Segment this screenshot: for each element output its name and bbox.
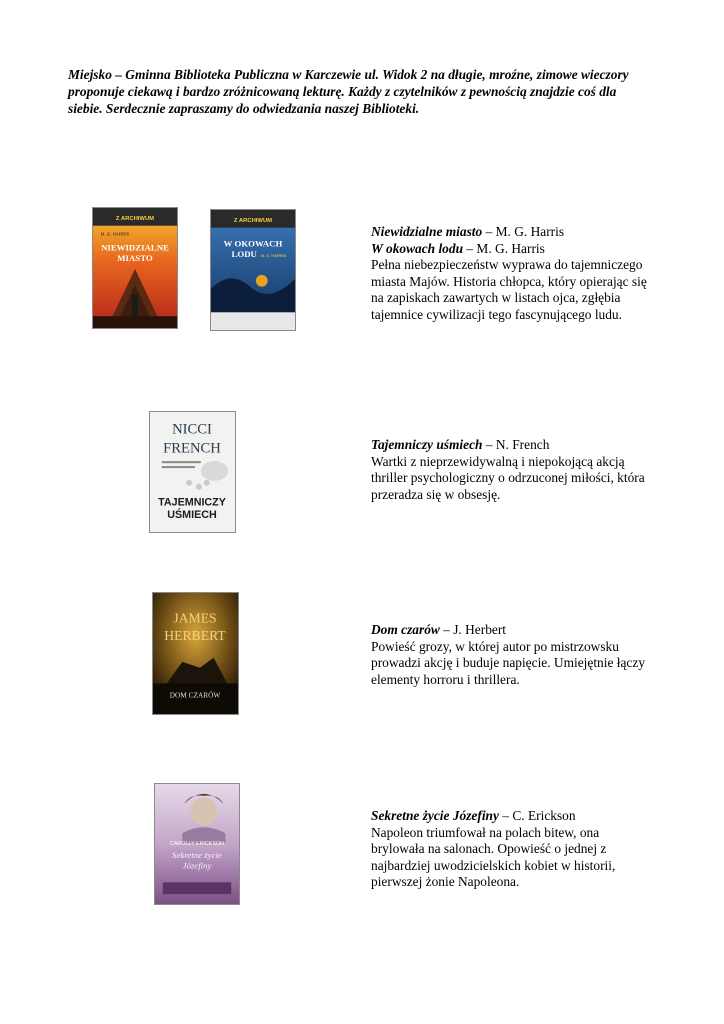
book-title: Sekretne życie Józefiny <box>371 808 499 823</box>
cover-author-line1: NICCI <box>172 421 212 438</box>
book-title: Niewidzialne miasto <box>371 224 483 239</box>
book-entry-3 <box>371 622 656 688</box>
cover-title-line1: TAJEMNICZY <box>158 496 226 509</box>
book-cover-tajemniczy-usmiech <box>149 411 236 533</box>
cover-author: CAROLLY ERICKSON <box>170 840 224 847</box>
book-description: Wartki z nieprzewidywalną i niepokojącą akcją thriller psychologiczny o odrzuconej miłości, która przeradza się w obsesję. <box>371 453 645 502</box>
book-entry-2 <box>371 437 656 503</box>
cover-title: DOM CZARÓW <box>169 690 221 700</box>
book-cover-dom-czarow <box>152 592 239 715</box>
cover-series: Z ARCHIWUM <box>233 217 273 224</box>
book-title: W okowach lodu <box>371 240 464 256</box>
book-cover-niewidzialne-miasto <box>92 207 178 329</box>
book-entry-1 <box>371 224 656 323</box>
cover-author-line2: FRENCH <box>163 440 221 457</box>
book-entry-4 <box>371 808 656 891</box>
cover-title-line2: LODU <box>231 249 257 260</box>
book-cover-w-okowach-lodu <box>210 209 296 331</box>
book-author: – J. Herbert <box>439 622 507 637</box>
book-description: Powieść grozy, w której autor po mistrzowsku prowadzi akcję i buduje napięcie. Umiejętnie łączy elementy horroru i thrillera. <box>371 638 646 687</box>
cover-author-line2: HERBERT <box>164 628 226 644</box>
book-author: – M. G. Harris <box>463 240 545 256</box>
book-title: Dom czarów <box>371 622 440 637</box>
cover-author-line1: JAMES <box>173 610 217 626</box>
cover-title-line1: W OKOWACH <box>223 238 283 249</box>
book-author: – C. Erickson <box>498 808 576 823</box>
book-description: Napoleon triumfował na polach bitew, ona brylowała na salonach. Opowieść o jednej z najbardziej uwodzicielskich kobiet w historii, pierwszej żonie Napoleona. <box>371 824 616 889</box>
book-description: Pełna niebezpieczeństw wyprawa do tajemniczego miasta Majów. Historia chłopca, który opierając się na zapiskach zawartych w listach ojca, zgłębia tajemnice cywilizacji tego fascynującego ludu. <box>371 257 647 322</box>
cover-series: Z ARCHIWUM <box>115 215 155 222</box>
cover-title-line1: Sekretne życie <box>172 849 222 860</box>
book-author: – M. G. Harris <box>482 224 565 239</box>
cover-title-line2: UŚMIECH <box>167 509 217 522</box>
book-cover-sekretne-zycie-jozefiny <box>154 783 240 905</box>
cover-title-line1: NIEWIDZIALNE <box>101 242 169 253</box>
cover-title-line2: MIASTO <box>117 253 153 264</box>
book-heading-2 <box>371 241 656 258</box>
book-author: – N. French <box>482 437 550 452</box>
book-title: Tajemniczy uśmiech <box>371 437 483 452</box>
intro-paragraph: Miejsko – Gminna Biblioteka Publiczna w Karczewie ul. Widok 2 na długie, mroźne, zimowe wieczory proponuje ciekawą i bardzo zróżnicowaną lekturę. Każdy z czytelników z pewnością znajdzie coś dla siebie. Serdecznie zapraszamy do odwiedzania naszej Biblioteki. <box>68 67 629 116</box>
cover-author: M. G. HARRIS <box>260 253 287 259</box>
book-heading-1 <box>371 224 656 241</box>
cover-title-line2: Józefiny <box>182 860 212 871</box>
cover-author: M. G. HARRIS <box>100 231 130 237</box>
